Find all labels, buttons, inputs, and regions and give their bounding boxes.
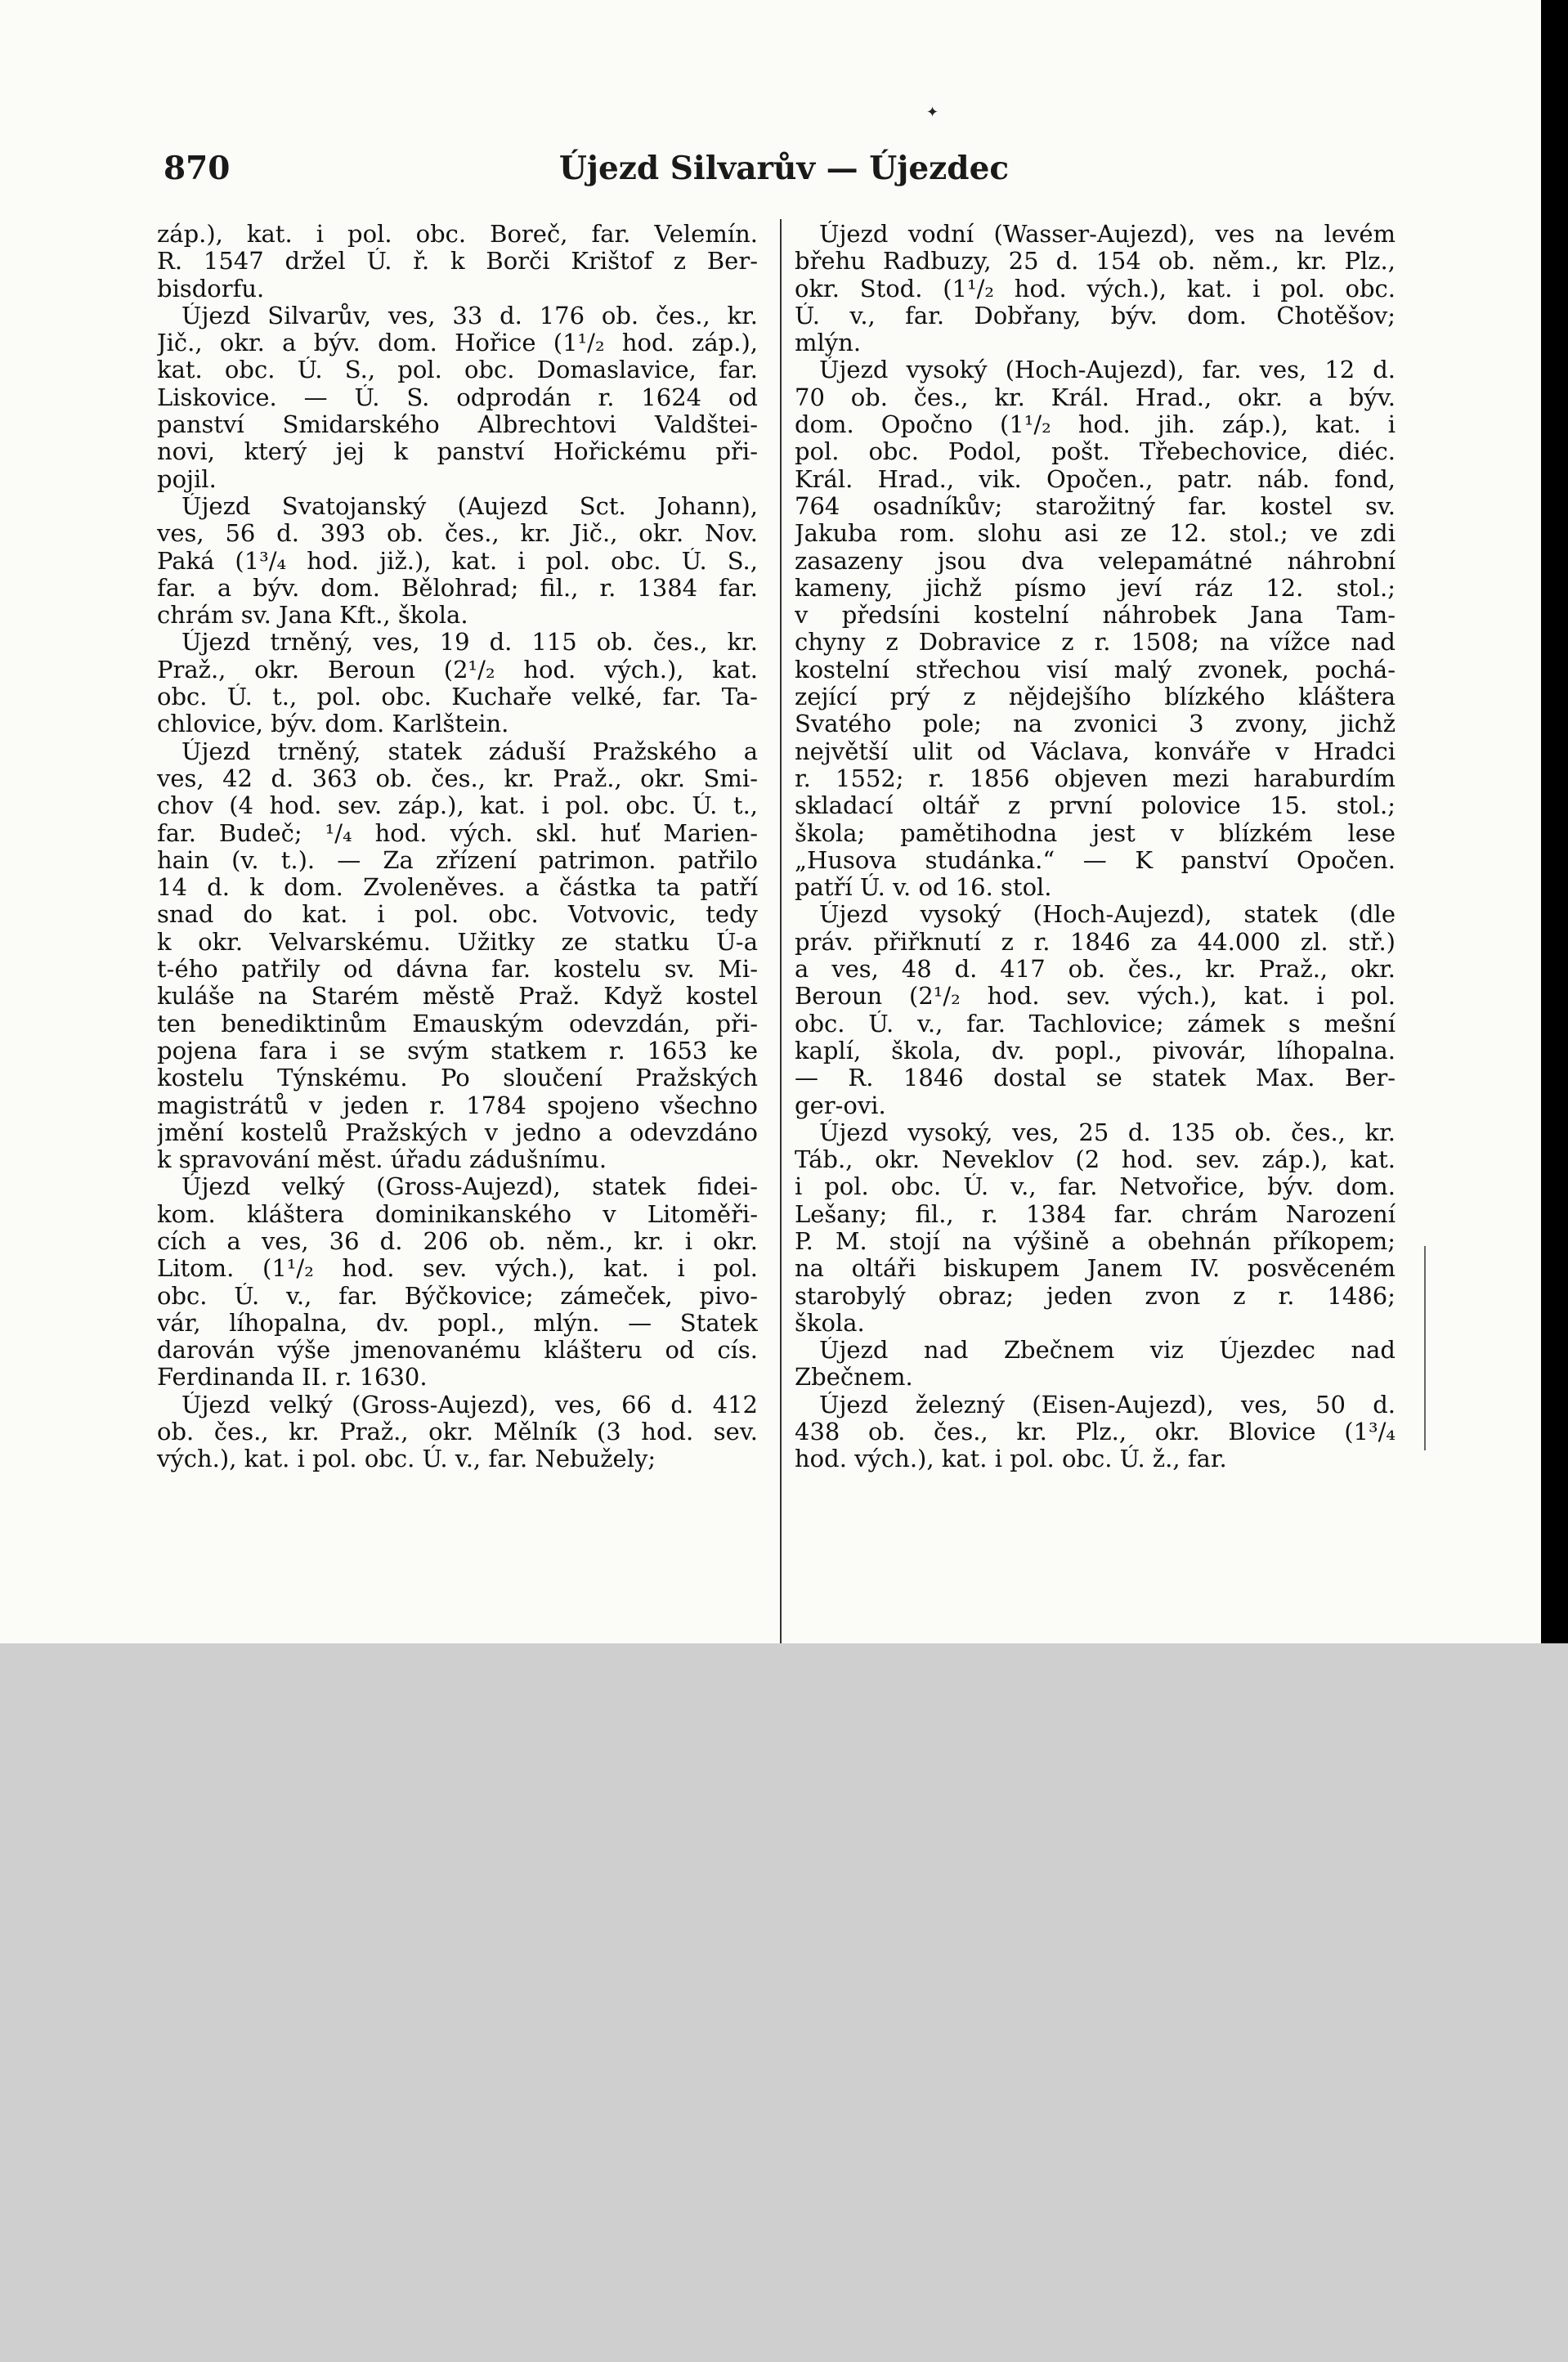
text-line: k okr. Velvarskému. Užitky ze statku Ú-a: [157, 928, 758, 956]
text-line: Praž., okr. Beroun (2¹/₂ hod. vých.), kat.: [157, 656, 758, 684]
text-line: okr. Stod. (1¹/₂ hod. vých.), kat. i pol. obc.: [795, 275, 1396, 303]
text-line: Újezd vodní (Wasser-Aujezd), ves na levém: [819, 221, 1396, 248]
text-line: snad do kat. i pol. obc. Votvovic, tedy: [157, 901, 758, 929]
text-line: a ves, 48 d. 417 ob. čes., kr. Praž., okr.: [795, 956, 1396, 984]
page-number: 870: [164, 150, 231, 187]
text-line: kuláše na Starém městě Praž. Když kostel: [157, 983, 758, 1011]
text-line: panství Smidarského Albrechtovi Valdštei-: [157, 411, 758, 439]
text-line: ves, 42 d. 363 ob. čes., kr. Praž., okr. Smi-: [157, 764, 758, 792]
text-line: Újezd velký (Gross-Aujezd), ves, 66 d. 412: [181, 1391, 758, 1419]
text-line: pojena fara i se svým statkem r. 1653 ke: [157, 1037, 758, 1064]
text-line: práv. přiřknutí z r. 1846 za 44.000 zl. stř.): [795, 928, 1396, 956]
scan-background: [0, 1643, 1568, 2362]
text-line: starobylý obraz; jeden zvon z r. 1486;: [795, 1282, 1396, 1310]
text-line: R. 1547 držel Ú. ř. k Borči Krištof z Ber-: [157, 248, 758, 276]
text-line: Újezd vysoký (Hoch-Aujezd), statek (dle: [819, 901, 1396, 929]
text-line: far. Budeč; ¹/₄ hod. vých. skl. huť Marien-: [157, 819, 758, 847]
left-column: [157, 221, 758, 1473]
text-line: ten benediktinům Emauským odevzdán, při-: [157, 1010, 758, 1038]
text-line: Újezd trněný, ves, 19 d. 115 ob. čes., kr.: [181, 629, 758, 657]
text-line: patří Ú. v. od 16. stol.: [795, 873, 1052, 902]
text-line: Král. Hrad., vik. Opočen., patr. náb. fond,: [795, 465, 1396, 493]
text-line: největší ulit od Václava, konváře v Hradci: [795, 737, 1396, 765]
text-line: mlýn.: [795, 329, 862, 357]
text-line: t-ého patřily od dávna far. kostelu sv. Mi-: [157, 956, 758, 984]
text-line: jmění kostelů Pražských v jedno a odevzdáno: [157, 1118, 758, 1146]
text-line: břehu Radbuzy, 25 d. 154 ob. něm., kr. Plz.,: [795, 248, 1396, 276]
text-line: — R. 1846 dostal se statek Max. Ber-: [795, 1064, 1396, 1092]
text-line: na oltáři biskupem Janem IV. posvěceném: [795, 1255, 1396, 1283]
text-line: záp.), kat. i pol. obc. Boreč, far. Velemín.: [157, 221, 758, 248]
text-line: Ú. v., far. Dobřany, býv. dom. Chotěšov;: [795, 302, 1396, 329]
text-line: Újezd trněný, statek záduší Pražského a: [181, 737, 758, 765]
text-line: kostelní střechou visí malý zvonek, pochá-: [795, 656, 1396, 684]
text-line: Jič., okr. a býv. dom. Hořice (1¹/₂ hod. záp.),: [157, 329, 758, 357]
text-line: chlovice, býv. dom. Karlštein.: [157, 710, 509, 738]
text-line: r. 1552; r. 1856 objeven mezi haraburdím: [795, 764, 1396, 792]
text-line: vých.), kat. i pol. obc. Ú. v., far. Nebužely;: [157, 1445, 656, 1473]
text-line: Újezd Silvarův, ves, 33 d. 176 ob. čes., kr.: [181, 302, 758, 329]
text-line: 438 ob. čes., kr. Plz., okr. Blovice (1³/₄: [795, 1419, 1396, 1446]
text-line: 14 d. k dom. Zvoleněves. a částka ta patří: [157, 874, 758, 902]
text-line: kaplí, škola, dv. popl., pivovár, líhopalna.: [795, 1037, 1396, 1064]
text-line: cích a ves, 36 d. 206 ob. něm., kr. i okr.: [157, 1227, 758, 1255]
text-line: škola; pamětihodna jest v blízkém lese: [795, 819, 1396, 847]
text-line: magistrátů v jeden r. 1784 spojeno všechno: [157, 1091, 758, 1119]
text-line: kat. obc. Ú. S., pol. obc. Domaslavice, far.: [157, 356, 758, 384]
text-line: Táb., okr. Neveklov (2 hod. sev. záp.), kat.: [795, 1146, 1396, 1174]
text-line: škola.: [795, 1308, 865, 1337]
column-divider: [780, 219, 782, 1643]
right-column: [795, 221, 1396, 1473]
text-line: dom. Opočno (1¹/₂ hod. jih. záp.), kat. i: [795, 411, 1396, 439]
text-line: hain (v. t.). — Za zřízení patrimon. patřilo: [157, 846, 758, 874]
text-line: 70 ob. čes., kr. Král. Hrad., okr. a býv.: [795, 383, 1396, 411]
text-line: Paká (1³/₄ hod. již.), kat. i pol. obc. Ú. S.,: [157, 547, 758, 575]
text-line: ob. čes., kr. Praž., okr. Mělník (3 hod. sev.: [157, 1419, 758, 1446]
text-line: Litom. (1¹/₂ hod. sev. vých.), kat. i pol.: [157, 1255, 758, 1283]
text-line: vár, líhopalna, dv. popl., mlýn. — Statek: [157, 1309, 758, 1337]
text-line: Újezd Svatojanský (Aujezd Sct. Johann),: [181, 492, 758, 520]
text-line: Újezd železný (Eisen-Aujezd), ves, 50 d.: [819, 1391, 1396, 1419]
text-line: 764 osadníkův; starožitný far. kostel sv.: [795, 492, 1396, 520]
text-line: Újezd vysoký (Hoch-Aujezd), far. ves, 12 d.: [819, 356, 1396, 384]
text-line: obc. Ú. t., pol. obc. Kuchaře velké, far. Ta-: [157, 684, 758, 711]
text-line: kostelu Týnskému. Po sloučení Pražských: [157, 1064, 758, 1092]
text-line: hod. vých.), kat. i pol. obc. Ú. ž., far.: [795, 1445, 1227, 1473]
text-line: zasazeny jsou dva velepamátné náhrobní: [795, 547, 1396, 575]
text-line: zející prý z nějdejšího blízkého kláštera: [795, 684, 1396, 711]
text-line: chrám sv. Jana Kft., škola.: [157, 601, 468, 630]
text-line: Újezd nad Zbečnem viz Újezdec nad: [819, 1337, 1396, 1365]
text-line: skladací oltář z první polovice 15. stol.;: [795, 792, 1396, 820]
text-line: „Husova studánka.“ — K panství Opočen.: [795, 846, 1396, 874]
text-line: chyny z Dobravice z r. 1508; na vížce nad: [795, 629, 1396, 657]
text-line: ger-ovi.: [795, 1091, 886, 1119]
text-line: i pol. obc. Ú. v., far. Netvořice, býv. dom.: [795, 1173, 1396, 1201]
scan-border: [1541, 0, 1568, 1643]
text-line: Beroun (2¹/₂ hod. sev. vých.), kat. i pol.: [795, 983, 1396, 1011]
text-line: v předsíni kostelní náhrobek Jana Tam-: [795, 602, 1396, 630]
text-line: kom. kláštera dominikanského v Litoměři-: [157, 1200, 758, 1228]
text-line: Lešany; fil., r. 1384 far. chrám Narození: [795, 1200, 1396, 1228]
text-line: bisdorfu.: [157, 274, 265, 303]
text-line: k spravování měst. úřadu zádušnímu.: [157, 1145, 607, 1174]
text-line: obc. Ú. v., far. Tachlovice; zámek s mešní: [795, 1010, 1396, 1038]
text-line: Újezd vysoký, ves, 25 d. 135 ob. čes., kr.: [819, 1118, 1396, 1146]
text-line: darován výše jmenovanému klášteru od cís.: [157, 1337, 758, 1365]
text-line: P. M. stojí na výšině a obehnán příkopem;: [795, 1227, 1396, 1255]
text-line: Zbečnem.: [795, 1363, 913, 1392]
text-line: Ferdinanda II. r. 1630.: [157, 1363, 428, 1392]
text-line: pol. obc. Podol, pošt. Třebechovice, diéc.: [795, 438, 1396, 466]
text-line: novi, který jej k panství Hořickému při-: [157, 438, 758, 466]
text-line: chov (4 hod. sev. záp.), kat. i pol. obc. Ú. t.,: [157, 792, 758, 820]
text-line: ves, 56 d. 393 ob. čes., kr. Jič., okr. Nov.: [157, 520, 758, 548]
ink-speck: ✦: [926, 104, 939, 121]
text-line: Liskovice. — Ú. S. odprodán r. 1624 od: [157, 383, 758, 411]
text-line: far. a býv. dom. Bělohrad; fil., r. 1384 far.: [157, 574, 758, 602]
text-line: Jakuba rom. slohu asi ze 12. stol.; ve zdi: [795, 520, 1396, 548]
text-line: obc. Ú. v., far. Býčkovice; zámeček, pivo-: [157, 1282, 758, 1310]
margin-mark: [1424, 1246, 1426, 1450]
running-head: Újezd Silvarův — Újezdec: [558, 150, 1010, 187]
text-line: Svatého pole; na zvonici 3 zvony, jichž: [795, 710, 1396, 738]
text-line: pojil.: [157, 464, 217, 493]
text-line: Újezd velký (Gross-Aujezd), statek fidei-: [181, 1173, 758, 1201]
text-line: kameny, jichž písmo jeví ráz 12. stol.;: [795, 574, 1396, 602]
